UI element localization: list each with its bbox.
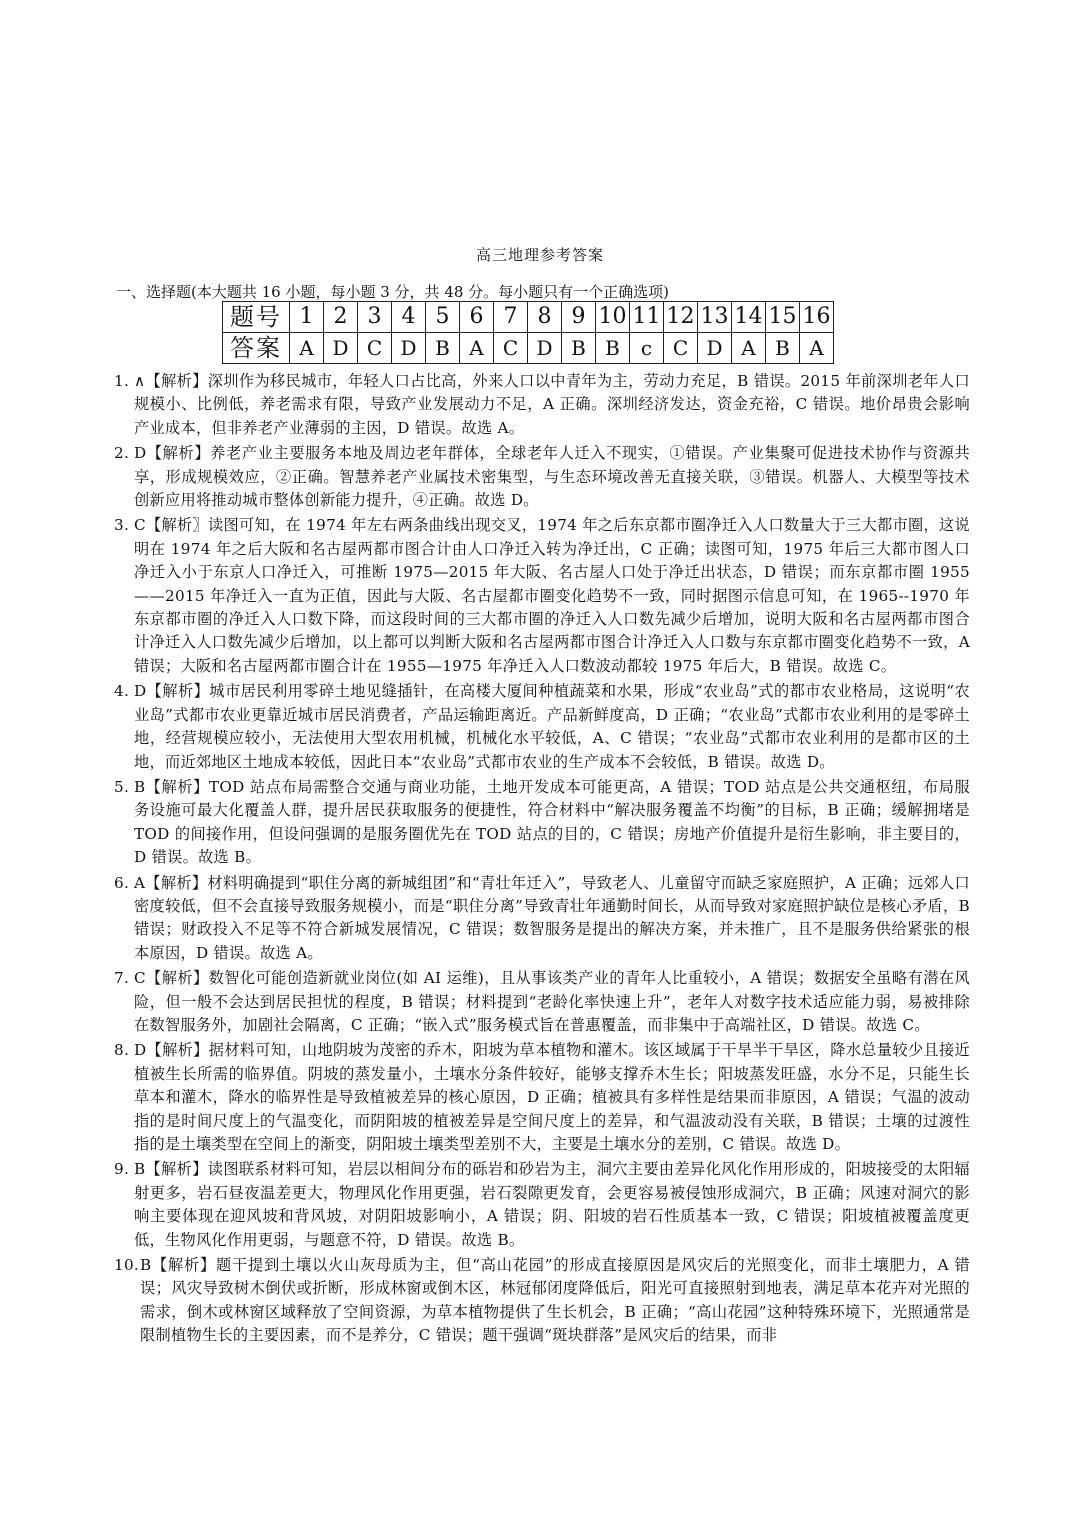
explanation-text: D【解析】养老产业主要服务本地及周边老年群体，全球老年人迁入不现实，①错误。产业集聚可促进技术协作与资源共享，形成规模效应，②正确。智慧养老产业属技术密集型，与生态环境改善无直接关联，③错误。机器人、大模型等技术创新应用将推动城市整体创新能力提升，④正确。故选 D。 [134,444,970,510]
answer-row [223,333,834,364]
question-number-cell: 5 [426,302,460,333]
explanation-number: 7. [114,969,130,988]
explanation-number: 9. [114,1160,130,1179]
answer-cell: B [596,333,630,364]
answer-cell: C [664,333,698,364]
question-number-cell: 14 [732,302,766,333]
answer-cell: B [562,333,596,364]
explanation-item [114,680,970,774]
explanation-text: A【解析】材料明确提到“职住分离的新城组团”和“青壮年迁入”，导致老人、儿童留守而缺乏家庭照护，A 正确；远郊人口密度较低，但不会直接导致服务规模小，而是“职住分离”导致青壮年通勤时间长，从而导致对家庭照护缺位是核心矛盾，B 错误；财政投入不足等不符合新城发展情况，C 错误；数智服务是提出的解决方案，并未推广，且不是服务供给紧张的根本原因，D 错误。故选 A。 [134,873,970,962]
explanation-number: 5. [114,777,130,796]
explanation-text: B【解析】题干提到土壤以火山灰母质为主，但“高山花园”的形成直接原因是风灾后的光照变化，而非土壤肥力，A 错误；风灾导致树木倒伏或折断，形成林窗或倒木区，林冠郁闭度降低后，阳光可直接照射到地表，满足草本花卉对光照的需求，倒木或林窗区域释放了空间资源，为草本植物提供了生长机会，B 正确；“高山花园”这种特殊环境下，光照通常是限制植物生长的主要因素，而不是养分，C 错误；题干强调“斑块群落”是风灾后的结果，而非 [140,1256,970,1345]
explanation-item [114,1254,970,1348]
answer-cell: D [528,333,562,364]
explanation-number: 1. [114,372,130,390]
question-number-cell: 11 [630,302,664,333]
answer-cell: A [290,333,324,364]
question-number-cell: 8 [528,302,562,333]
explanation-item [114,514,970,678]
question-number-cell: 4 [392,302,426,333]
answer-cell: D [324,333,358,364]
question-number-cell: 12 [664,302,698,333]
explanation-text: B【解析】TOD 站点布局需整合交通与商业功能，土地开发成本可能更高，A 错误；TOD 站点是公共交通枢纽，布局服务设施可最大化覆盖人群，提升居民获取服务的便捷性，符合材料中“解决服务覆盖不均衡”的目标，B 正确；缓解拥堵是 TOD 的间接作用，但设问强调的是服务圈优先在 TOD 站点的目的，C 错误；房地产价值提升是衍生影响，非主要目的，D 错误。故选 B。 [134,777,970,867]
question-number-cell: 10 [596,302,630,333]
row-header-answer: 答案 [223,333,290,364]
answer-cell: A [460,333,494,364]
question-number-row [223,302,834,333]
question-number-cell: 16 [800,302,834,333]
explanation-number: 3. [114,516,130,535]
answer-cell: c [630,333,664,364]
answer-cell: C [494,333,528,364]
answer-cell: A [732,333,766,364]
explanation-item [114,1158,970,1252]
row-header-question-number: 题号 [223,302,290,333]
explanation-text: C【解析〗读图可知，在 1974 年左右两条曲线出现交叉，1974 年之后东京都市圈净迁入人口数量大于三大都市圈，这说明在 1974 年之后大阪和名古屋两都市图合计由人口净迁入转为净迁出，C 正确；读图可知，1975 年后三大都市图人口净迁入小于东京人口净迁入，可推断 1975—2015 年大阪、名古屋人口处于净迁出状态，D 错误；而东京都市圈 1955——2015 年净迁入一直为正值，因此与大阪、名古屋都市圈变化趋势不一致，同时据图示信息可知，在 1965--1970 年东京都市圈的净迁入人口数下降，而这段时间的三大都市圈的净迁入人口数先减少后增加，说明大阪和名古屋两都市图合计净迁入人口数先减少后增加，以上都可以判断大阪和名古屋两都市图合计净迁入人口数与东京都市圈变化趋势不一致，A 错误；大阪和名古屋两都市圈合计在 1955—1975 年净迁入人口数波动都较 1975 年后大，B 错误。故选 C。 [134,516,970,675]
answer-cell: C [358,333,392,364]
explanation-number: 2. [114,444,130,463]
section-heading: 一、选择题(本大题共 16 小题，每小题 3 分，共 48 分。每小题只有一个正确选项) [116,283,670,301]
question-number-cell: 2 [324,302,358,333]
explanation-number: 10. [114,1256,140,1275]
explanation-text: ∧【解析】深圳作为移民城市，年轻人口占比高，外来人口以中青年为主，劳动力充足，B 错误。2015 年前深圳老年人口规模小、比例低，养老需求有限，导致产业发展动力不足，A 正确。深圳经济发达，资金充裕，C 错误。地价昂贵会影响产业成本，但非养老产业薄弱的主因，D 错误。故选 A。 [134,372,970,437]
question-number-cell: 3 [358,302,392,333]
question-number-cell: 7 [494,302,528,333]
explanation-item [114,1039,970,1156]
explanation-text: D【解析】城市居民利用零碎土地见缝插针，在高楼大厦间种植蔬菜和水果，形成“农业岛”式的都市农业格局，这说明“农业岛”式都市农业更靠近城市居民消费者，产品运输距离近。产品新鲜度高，D 正确；“农业岛”式都市农业利用的是零碎土地，经营规模应较小，无法使用大型农用机械，机械化水平较低，A、C 错误；“农业岛”式都市农业利用的是都市区的土地，而近郊地区土地成本较低，因此日本“农业岛”式都市农业的生产成本不会较低，B 错误。故选 D。 [134,682,970,771]
explanation-number: 4. [114,682,130,701]
explanation-list [114,370,970,1350]
question-number-cell: 15 [766,302,800,333]
page-title: 高三地理参考答案 [475,246,604,264]
explanation-text: D【解析】据材料可知，山地阴坡为茂密的乔木，阳坡为草本植物和灌木。该区域属于干旱半干旱区，降水总量较少且接近植被生长所需的临界值。阴坡的蒸发量小，土壤水分条件较好，能够支撑乔木生长；阳坡蒸发旺盛，水分不足，只能生长草本和灌木，降水的临界性是导致植被差异的核心原因，D 正确；植被具有多样性是结果而非原因，A 错误；气温的波动指的是时间尺度上的气温变化，而阴阳坡的植被差异是空间尺度上的差异，和气温波动没有关联，B 错误；土壤的过渡性指的是土壤类型在空间上的渐变，阴阳坡土壤类型差别不大，主要是土壤水分的差别，C 错误。故选 D。 [134,1041,970,1153]
answer-table [222,301,834,364]
explanation-text: B【解析】读图联系材料可知，岩层以相间分布的砾岩和砂岩为主，洞穴主要由差异化风化作用形成的，阳坡接受的太阳辐射更多，岩石昼夜温差更大，物理风化作用更强，岩石裂隙更发育，会更容易被侵蚀形成洞穴，B 正确；风速对洞穴的影响主要体现在迎风坡和背风坡，对阴阳坡影响小，A 错误；阴、阳坡的岩石性质基本一致，C 错误；阳坡植被覆盖度更低，生物风化作用更弱，与题意不符，D 错误。故选 B。 [134,1160,970,1249]
explanation-item [114,370,970,440]
answer-cell: D [698,333,732,364]
answer-cell: B [426,333,460,364]
explanation-item [114,776,970,870]
question-number-cell: 9 [562,302,596,333]
question-number-cell: 6 [460,302,494,333]
answer-cell: A [800,333,834,364]
answer-cell: B [766,333,800,364]
explanation-text: C【解析】数智化可能创造新就业岗位(如 AI 运维)，且从事该类产业的青年人比重较小，A 错误；数据安全虽略有潜在风险，但一般不会达到居民担忧的程度，B 错误；材料提到“老龄化率快速上升”，老年人对数字技术适应能力弱，易被排除在数智服务外，加剧社会隔离，C 正确；“嵌入式”服务模式旨在普惠覆盖，而非集中于高端社区，D 错误。故选 C。 [134,969,970,1034]
explanation-item [114,967,970,1037]
explanation-item [114,442,970,512]
answer-cell: D [392,333,426,364]
explanation-number: 6. [114,873,130,892]
question-number-cell: 13 [698,302,732,333]
explanation-number: 8. [114,1041,130,1060]
question-number-cell: 1 [290,302,324,333]
explanation-item [114,872,970,966]
